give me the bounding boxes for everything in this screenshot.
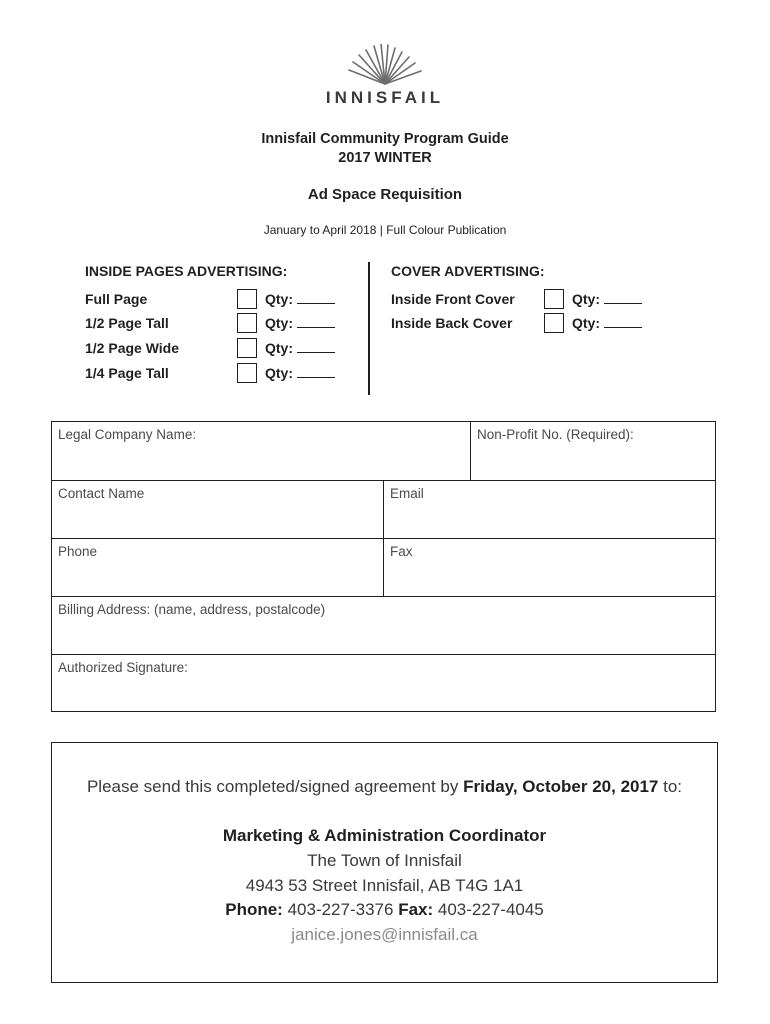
option-label: Inside Front Cover (391, 291, 515, 307)
option-label: 1/4 Page Tall (85, 365, 169, 381)
guide-season: 2017 WINTER (338, 150, 432, 166)
recipient-title: Marketing & Administration Coordinator (222, 826, 547, 845)
qty-label: Qty: (572, 291, 600, 307)
instruction-text: Please send this completed/signed agreement by (86, 777, 459, 796)
column-divider (368, 262, 370, 395)
option-label: Inside Back Cover (391, 315, 513, 331)
qty-label: Qty: (265, 291, 293, 307)
half-page-wide-checkbox[interactable] (237, 338, 257, 358)
submission-instruction (52, 777, 717, 797)
logo (300, 44, 470, 110)
qty-label: Qty: (265, 340, 293, 356)
sunburst-icon (335, 44, 435, 86)
contact-name-field[interactable]: Contact Name (58, 486, 145, 501)
option-label: 1/2 Page Tall (85, 315, 169, 331)
full-page-checkbox[interactable] (237, 289, 257, 309)
qty-label: Qty: (572, 315, 600, 331)
publication-info: January to April 2018 | Full Colour Publication (263, 223, 507, 237)
qty-field[interactable] (265, 291, 335, 307)
cover-heading: COVER ADVERTISING: (391, 263, 545, 279)
logo-text: INNISFAIL (325, 88, 445, 107)
contact-numbers (52, 900, 717, 920)
email-link[interactable]: janice.jones@innisfail.ca (291, 925, 478, 944)
qty-field[interactable] (265, 365, 335, 381)
guide-title: Innisfail Community Program Guide (261, 131, 509, 147)
inside-front-cover-checkbox[interactable] (544, 289, 564, 309)
non-profit-field[interactable]: Non-Profit No. (Required): (477, 427, 634, 442)
deadline: Friday, October 20, 2017 (463, 777, 659, 796)
legal-company-field[interactable]: Legal Company Name: (58, 427, 197, 442)
form-title: Ad Space Requisition (307, 186, 463, 203)
phone-label: Phone: (225, 900, 283, 919)
qty-field[interactable] (265, 340, 335, 356)
option-label: 1/2 Page Wide (85, 340, 180, 356)
option-label: Full Page (85, 291, 148, 307)
address: 4943 53 Street Innisfail, AB T4G 1A1 (245, 876, 524, 895)
qty-field[interactable] (572, 291, 642, 307)
contact-form (51, 421, 716, 712)
phone-number: 403-227-3376 (287, 900, 394, 919)
signature-field[interactable]: Authorized Signature: (58, 660, 188, 675)
instruction-to: to: (663, 777, 683, 796)
organization: The Town of Innisfail (307, 851, 462, 870)
billing-address-field[interactable]: Billing Address: (name, address, postalcode) (58, 602, 326, 617)
qty-field[interactable] (265, 315, 335, 331)
phone-field[interactable]: Phone (58, 544, 98, 559)
submission-info-box (51, 742, 718, 983)
inside-heading: INSIDE PAGES ADVERTISING: (85, 263, 288, 279)
fax-number: 403-227-4045 (437, 900, 544, 919)
qty-label: Qty: (265, 315, 293, 331)
half-page-tall-checkbox[interactable] (237, 313, 257, 333)
email-field[interactable]: Email (390, 486, 424, 501)
qty-label: Qty: (265, 365, 293, 381)
fax-field[interactable]: Fax (390, 544, 413, 559)
fax-label: Fax: (398, 900, 434, 919)
quarter-page-tall-checkbox[interactable] (237, 363, 257, 383)
inside-back-cover-checkbox[interactable] (544, 313, 564, 333)
qty-field[interactable] (572, 315, 642, 331)
